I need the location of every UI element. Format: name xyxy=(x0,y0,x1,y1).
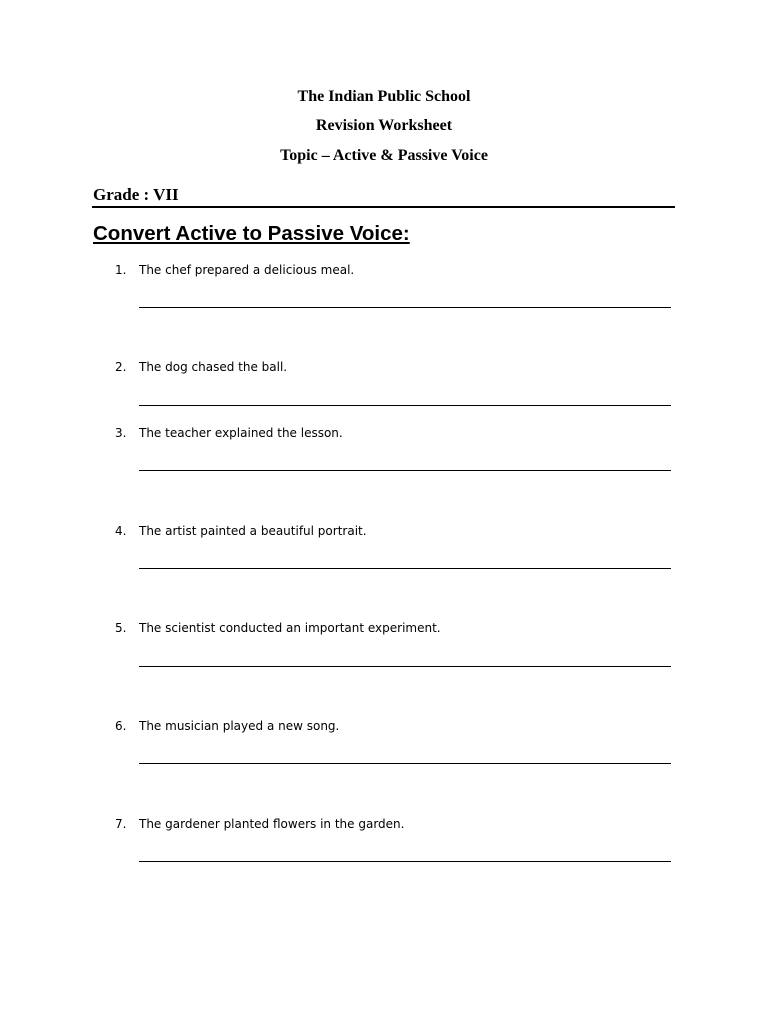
question-number: 3. xyxy=(115,426,127,440)
question-text: The musician played a new song. xyxy=(139,719,340,733)
answer-line[interactable] xyxy=(139,666,671,667)
header-divider xyxy=(92,206,675,208)
question-number: 1. xyxy=(115,263,127,277)
grade-label: Grade : VII xyxy=(93,185,179,204)
answer-line[interactable] xyxy=(139,861,671,862)
answer-line[interactable] xyxy=(139,470,671,471)
question-number: 6. xyxy=(115,719,127,733)
worksheet-title: Revision Worksheet xyxy=(315,117,453,134)
question-number: 2. xyxy=(115,360,127,374)
question-text: The teacher explained the lesson. xyxy=(139,426,343,440)
answer-line[interactable] xyxy=(139,568,671,569)
question-text: The scientist conducted an important experiment. xyxy=(139,621,441,635)
answer-line[interactable] xyxy=(139,763,671,764)
question-text: The dog chased the ball. xyxy=(139,360,288,374)
question-text: The gardener planted flowers in the garden. xyxy=(139,817,405,831)
answer-line[interactable] xyxy=(139,307,671,308)
question-number: 5. xyxy=(115,621,127,635)
topic-title: Topic – Active & Passive Voice xyxy=(280,147,488,164)
answer-line[interactable] xyxy=(139,405,671,406)
question-text: The artist painted a beautiful portrait. xyxy=(139,524,367,538)
question-number: 4. xyxy=(115,524,127,538)
section-heading: Convert Active to Passive Voice: xyxy=(93,222,410,245)
question-text: The chef prepared a delicious meal. xyxy=(139,263,355,277)
school-name: The Indian Public School xyxy=(297,88,471,105)
question-number: 7. xyxy=(115,817,127,831)
